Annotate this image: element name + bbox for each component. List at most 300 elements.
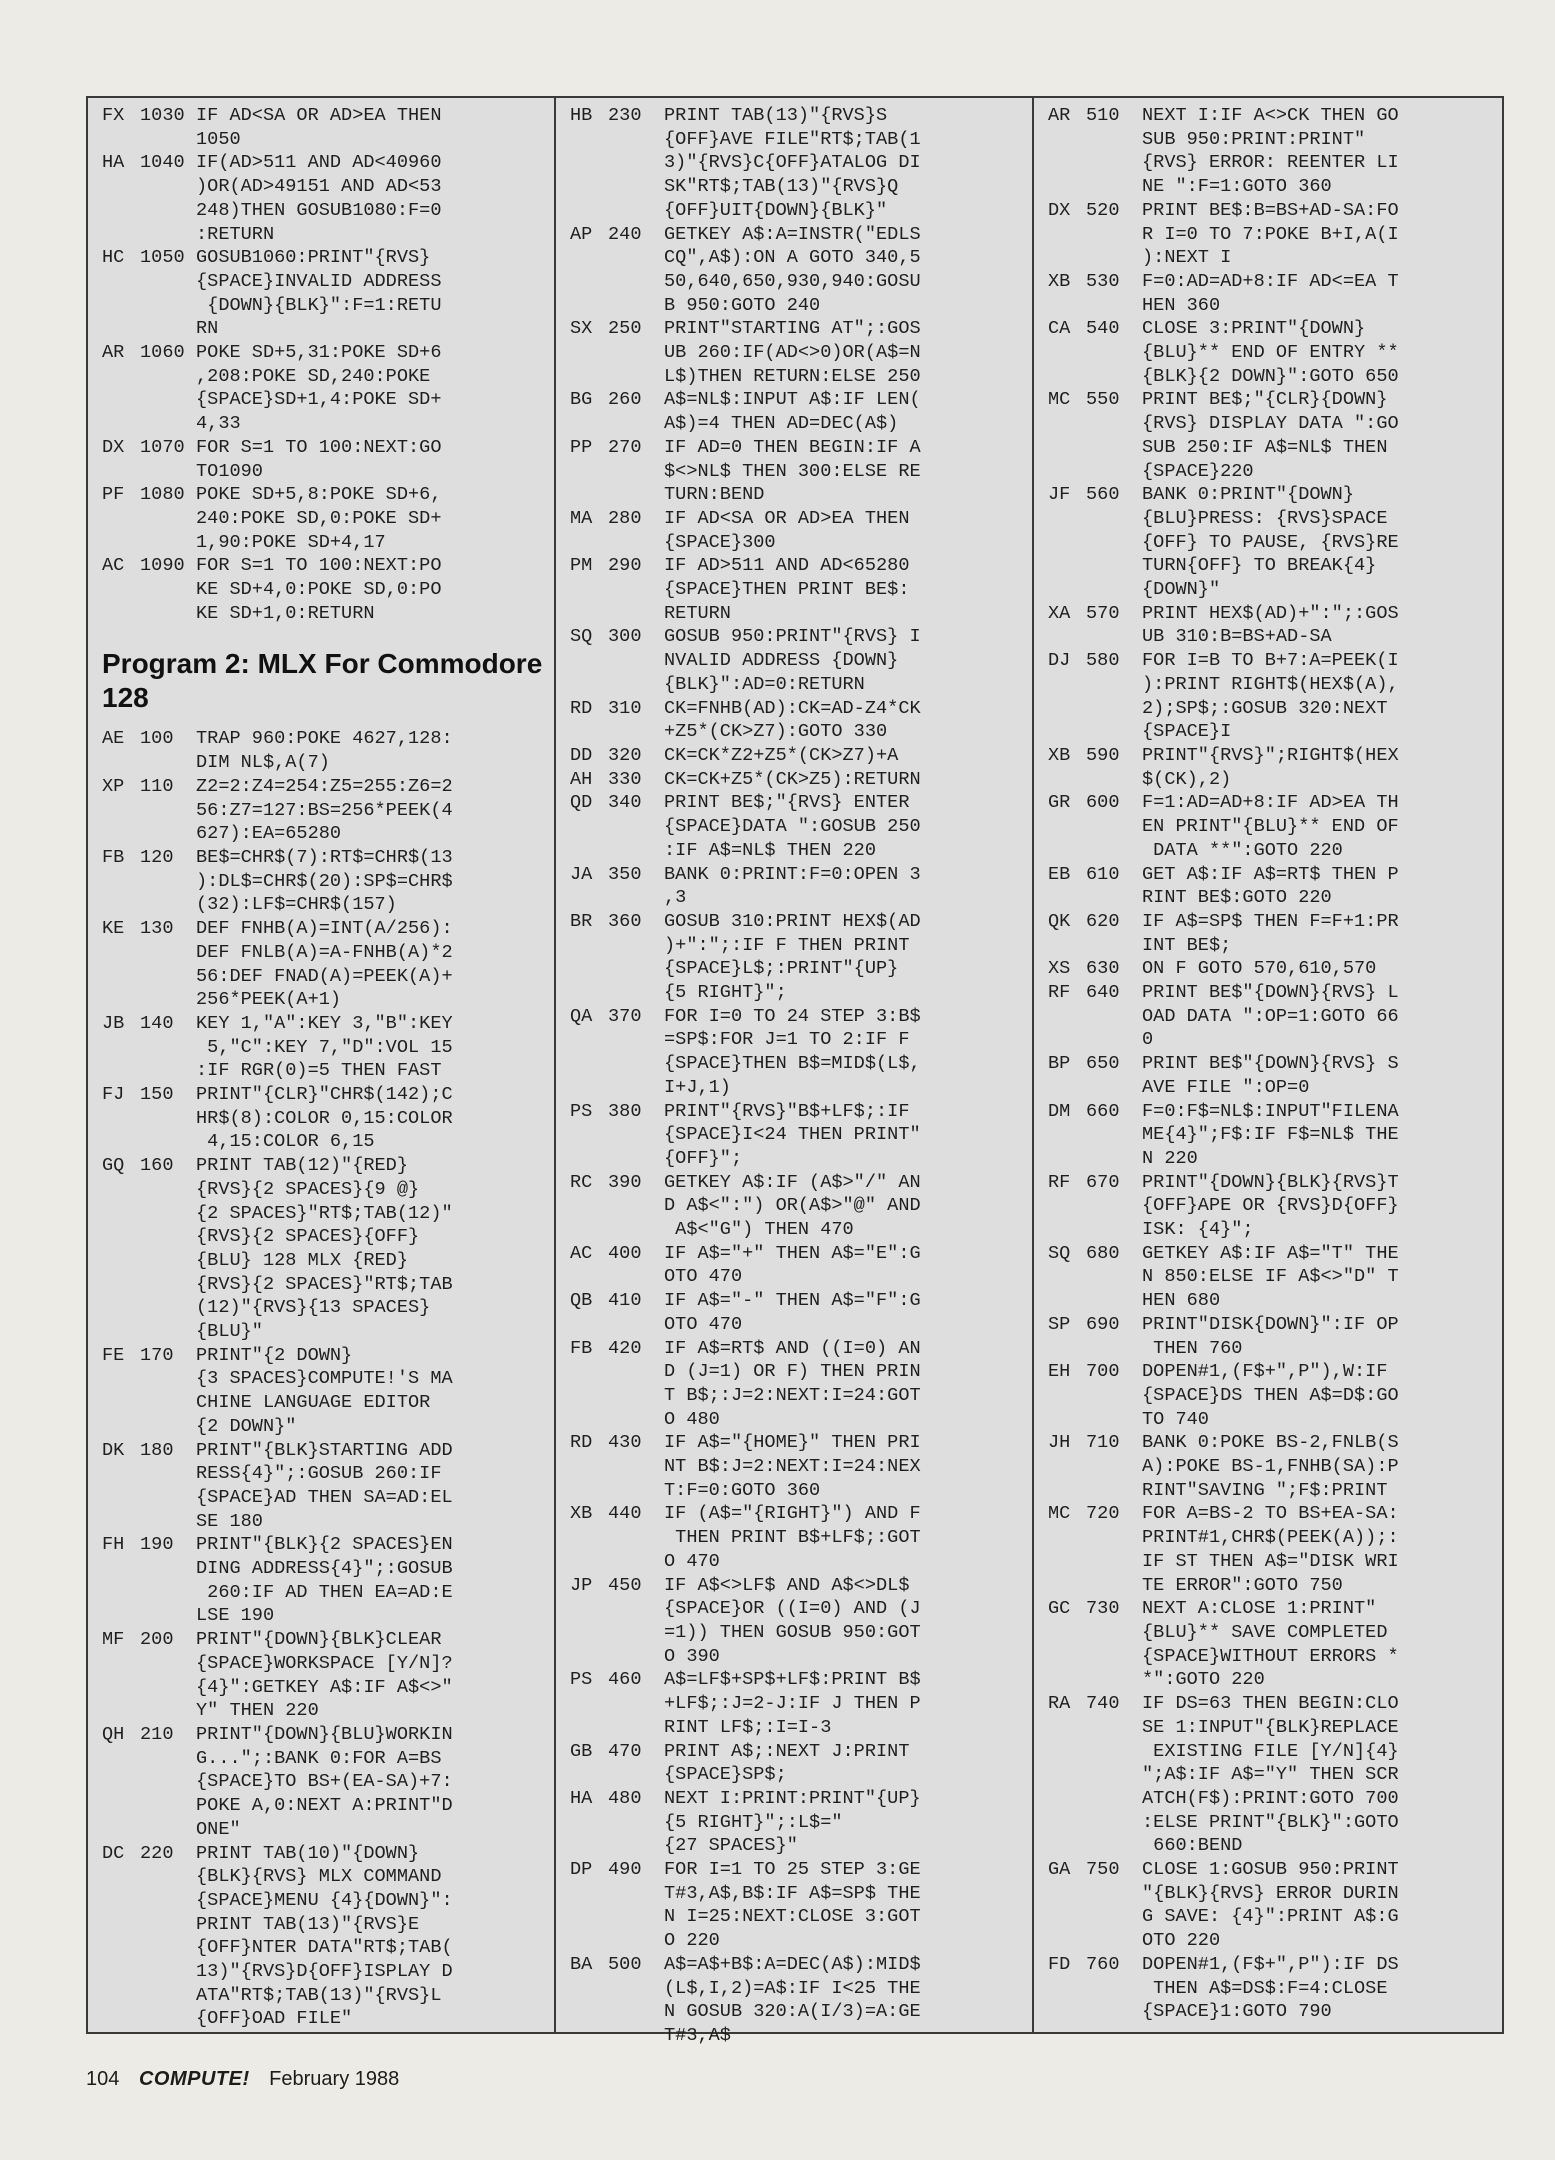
code-text: {SPACE}220 [1142,460,1254,482]
code-line [1048,1692,1498,1716]
code-text: A$=NL$:INPUT A$:IF LEN( [664,389,921,411]
code-text: F=0:F$=NL$:INPUT"FILENA [1142,1100,1399,1122]
checksum [102,1889,132,1913]
line-number [132,128,196,152]
checksum: DM [1048,1100,1071,1122]
code-line [102,1012,548,1036]
line-number [132,578,196,602]
code-line [570,720,1026,744]
code-text: Y" THEN 220 [196,1700,319,1722]
checksum: QB [570,1290,593,1312]
code-text: PRINT"DISK{DOWN}":IF OP [1142,1313,1399,1335]
checksum: EH [1048,1361,1071,1383]
code-text: 1050 [196,128,241,150]
line-number: 250 [608,318,642,340]
code-line [1048,1502,1498,1526]
checksum [102,507,132,531]
line-number [132,531,196,555]
code-text: 627):EA=65280 [196,823,342,845]
checksum: AC [570,1242,593,1264]
code-line [570,175,1026,199]
line-number [132,822,196,846]
code-text: {BLU}** SAVE COMPLETED [1142,1622,1388,1643]
code-line [1048,1858,1498,1882]
checksum [102,1818,132,1842]
line-number [1078,1550,1142,1574]
code-line [570,1526,1026,1550]
checksum [102,1510,132,1534]
checksum [570,1621,600,1645]
code-line [1048,1716,1498,1740]
code-line [1048,531,1498,555]
line-number: 350 [608,863,642,885]
code-line [102,1581,548,1605]
code-text: PRINT"STARTING AT";:GOS [664,318,921,340]
code-text: {RVS} ERROR: REENTER LI [1142,152,1399,174]
code-text: HEN 360 [1142,294,1221,316]
line-number: 230 [608,105,642,126]
code-text: PRINT TAB(10)"{DOWN} [196,1842,420,1864]
checksum: SX [570,318,593,340]
code-line [102,1557,548,1581]
line-number [132,1747,196,1771]
code-text: {3 SPACES}COMPUTE!'S MA [196,1368,453,1390]
code-line [1048,1905,1498,1929]
checksum [570,460,600,484]
checksum [1048,1526,1078,1550]
line-number: 390 [608,1171,642,1193]
line-number [132,1604,196,1628]
checksum [102,1036,132,1060]
line-number [132,893,196,917]
code-line [570,531,1026,555]
code-line [1048,1052,1498,1076]
code-line [570,1100,1026,1124]
checksum [102,1202,132,1226]
code-text: PRINT"{CLR}"CHR$(142);C [196,1084,453,1106]
code-line [102,727,548,751]
code-line [102,1936,548,1960]
code-text: :ELSE PRINT"{BLK}":GOTO [1142,1811,1399,1833]
code-line [1048,768,1498,792]
code-text: {5 RIGHT}"; [664,982,787,1004]
line-number [132,1510,196,1534]
code-text: :IF RGR(0)=5 THEN FAST [196,1060,442,1082]
checksum: QA [570,1005,593,1027]
code-text: GOSUB 310:PRINT HEX$(AD [664,910,921,932]
line-number: 500 [608,1953,642,1975]
line-number [132,388,196,412]
line-number: 610 [1086,863,1120,885]
line-number [1078,507,1142,531]
code-text: PRINT"{BLK}{2 SPACES}EN [196,1534,453,1556]
checksum: QD [570,792,593,814]
code-line [1048,1028,1498,1052]
checksum [570,2000,600,2024]
line-number: 340 [608,792,642,814]
code-text: 56:Z7=127:BS=256*PEEK(4 [196,799,453,821]
code-line [570,1194,1026,1218]
checksum [1048,1929,1078,1953]
code-text: {SPACE}AD THEN SA=AD:EL [196,1486,453,1508]
code-line [570,2000,1026,2024]
checksum [570,128,600,152]
code-line [570,649,1026,673]
checksum [570,531,600,555]
checksum [1048,1668,1078,1692]
code-line [570,744,1026,768]
checksum: DX [102,436,125,458]
checksum [1048,886,1078,910]
code-line [570,839,1026,863]
code-line [102,1960,548,1984]
line-number: 460 [608,1669,642,1691]
checksum [570,412,600,436]
code-line [102,799,548,823]
code-text: PRINT TAB(13)"{RVS}E [196,1913,420,1935]
code-line [570,554,1026,578]
code-text: OTO 470 [664,1313,743,1335]
checksum [1048,1977,1078,2001]
code-line [1048,625,1498,649]
code-line [570,1005,1026,1029]
code-line [102,1320,548,1344]
checksum: BG [570,389,593,411]
code-line [102,1818,548,1842]
code-text: ONE" [196,1818,241,1840]
checksum [570,649,600,673]
code-line [102,1225,548,1249]
checksum [1048,1123,1078,1147]
code-line [1048,791,1498,815]
checksum [570,199,600,223]
line-number [1078,294,1142,318]
code-line [570,1313,1026,1337]
checksum: RD [570,1432,593,1454]
line-number: 700 [1086,1361,1120,1383]
code-line [570,1811,1026,1835]
line-number: 260 [608,389,642,411]
code-line [102,1367,548,1391]
code-line [570,341,1026,365]
checksum: SQ [1048,1242,1071,1264]
code-line [570,1621,1026,1645]
checksum: PS [570,1100,593,1122]
line-number [1078,673,1142,697]
checksum [1048,1455,1078,1479]
line-number: 240 [608,223,642,245]
checksum: DK [102,1439,125,1461]
code-line [102,1747,548,1771]
line-number [600,1123,664,1147]
code-text: =SP$:FOR J=1 TO 2:IF F [664,1029,910,1051]
program-listing-box [86,96,1504,2046]
line-number: 150 [140,1084,174,1106]
line-number [1078,1194,1142,1218]
line-number [1078,1905,1142,1929]
code-line [570,791,1026,815]
code-line [1048,1479,1498,1503]
checksum [1048,1147,1078,1171]
code-line [1048,1123,1498,1147]
line-number: 320 [608,744,642,766]
code-text: )+":";:IF F THEN PRINT [664,934,910,956]
line-number [1078,223,1142,247]
code-line [1048,1100,1498,1124]
code-line [102,151,548,175]
line-number [600,578,664,602]
code-text: IF AD<SA OR AD>EA THEN [664,507,910,529]
code-text: {OFF}"; [664,1147,743,1169]
code-text: GETKEY A$:IF (A$>"/" AN [664,1171,921,1193]
line-number [132,1960,196,1984]
checksum [102,1652,132,1676]
checksum [570,1265,600,1289]
code-text: A$=A$+B$:A=DEC(A$):MID$ [664,1953,921,1975]
checksum [102,294,132,318]
code-line [570,317,1026,341]
line-number: 590 [1086,744,1120,766]
checksum [1048,341,1078,365]
line-number [1078,1740,1142,1764]
code-text: {BLU}PRESS: {RVS}SPACE [1142,507,1388,529]
code-text: {SPACE}TO BS+(EA-SA)+7: [196,1771,453,1793]
code-text: HR$(8):COLOR 0,15:COLOR [196,1107,453,1129]
code-text: PRINT A$;:NEXT J:PRINT [664,1740,910,1762]
line-number [132,870,196,894]
code-text: RINT LF$;:I=I-3 [664,1716,832,1738]
code-line [1048,270,1498,294]
line-number [1078,839,1142,863]
line-number [600,1692,664,1716]
checksum [570,1194,600,1218]
line-number [1078,768,1142,792]
line-number [132,1178,196,1202]
code-line [102,531,548,555]
code-text: PRINT"{2 DOWN} [196,1344,353,1366]
line-number: 620 [1086,910,1120,932]
code-text: (L$,I,2)=A$:IF I<25 THE [664,1977,921,1999]
line-number [600,1384,664,1408]
code-line [102,1842,548,1866]
line-number [132,1367,196,1391]
code-text: OTO 470 [664,1266,743,1288]
code-text: {OFF}APE OR {RVS}D{OFF} [1142,1195,1399,1217]
code-line [570,1763,1026,1787]
code-text: 1,90:POKE SD+4,17 [196,531,386,553]
code-line [102,1486,548,1510]
code-line [102,1036,548,1060]
code-line [570,815,1026,839]
line-number: 560 [1086,484,1120,506]
line-number [600,1194,664,1218]
code-line [1048,1337,1498,1361]
code-text: {BLK}{2 DOWN}":GOTO 650 [1142,365,1399,387]
code-line [102,341,548,365]
line-number: 330 [608,768,642,790]
code-text: PRINT#1,CHR$(PEEK(A));: [1142,1527,1399,1549]
code-text: SE 1:INPUT"{BLK}REPLACE [1142,1716,1399,1738]
code-line [1048,673,1498,697]
checksum [1048,697,1078,721]
code-text: A$)=4 THEN AD=DEC(A$) [664,413,899,435]
checksum [1048,460,1078,484]
code-text: IF AD<SA OR AD>EA THEN [196,105,442,126]
code-text: :IF A$=NL$ THEN 220 [664,839,877,861]
line-number: 290 [608,555,642,577]
line-number [1078,1076,1142,1100]
code-text: AVE FILE ":OP=0 [1142,1076,1310,1098]
code-line [1048,1242,1498,1266]
checksum [1048,151,1078,175]
checksum: RA [1048,1693,1071,1715]
checksum [570,1550,600,1574]
code-text: {SPACE}INVALID ADDRESS [196,270,442,292]
line-number [132,941,196,965]
code-text: +LF$;:J=2-J:IF J THEN P [664,1693,921,1715]
code-line [570,1834,1026,1858]
line-number [600,175,664,199]
code-line [1048,1147,1498,1171]
line-number [132,988,196,1012]
line-number [132,1913,196,1937]
checksum [102,388,132,412]
code-text: 0 [1142,1029,1154,1051]
code-line [102,104,548,128]
line-number [600,483,664,507]
checksum [570,1597,600,1621]
code-line [1048,151,1498,175]
code-line [1048,886,1498,910]
code-line [570,199,1026,223]
code-line [1048,388,1498,412]
code-text: EXISTING FILE [Y/N]{4} [1142,1740,1399,1762]
checksum: GQ [102,1155,125,1177]
code-text: {SPACE}OR ((I=0) AND (J [664,1598,921,1620]
checksum [102,412,132,436]
code-text: G...";:BANK 0:FOR A=BS [196,1747,442,1769]
code-text: RINT"SAVING ";F$:PRINT [1142,1479,1388,1501]
line-number [1078,815,1142,839]
checksum [570,934,600,958]
line-number: 100 [140,728,174,750]
checksum [102,751,132,775]
code-text: ON F GOTO 570,610,570 [1142,958,1377,980]
checksum [102,1794,132,1818]
code-line [102,1723,548,1747]
code-text: BANK 0:POKE BS-2,FNLB(S [1142,1432,1399,1454]
checksum [1048,839,1078,863]
checksum [1048,436,1078,460]
checksum [570,1716,600,1740]
code-text: IF A$=SP$ THEN F=F+1:PR [1142,910,1399,932]
checksum: FB [102,846,125,868]
code-text: 3)"{RVS}C{OFF}ATALOG DI [664,152,921,174]
code-text: ISK: {4}"; [1142,1219,1254,1241]
line-number: 730 [1086,1598,1120,1620]
line-number [1078,697,1142,721]
checksum [1048,175,1078,199]
checksum [570,483,600,507]
line-number: 750 [1086,1859,1120,1881]
code-line [570,578,1026,602]
checksum: CA [1048,318,1071,340]
line-number [600,720,664,744]
code-text: NEXT I:PRINT:PRINT"{UP} [664,1787,921,1809]
page-footer [86,2068,399,2091]
program-heading: Program 2: MLX For Commodore 128 [102,648,543,714]
code-line [102,1415,548,1439]
code-line [570,270,1026,294]
code-line [570,507,1026,531]
code-line [102,602,548,626]
checksum [1048,1740,1078,1764]
code-line [570,1905,1026,1929]
code-text: NEXT A:CLOSE 1:PRINT" [1142,1598,1377,1620]
line-number: 410 [608,1290,642,1312]
line-number [600,649,664,673]
checksum [102,1249,132,1273]
code-text: PRINT"{BLK}STARTING ADD [196,1439,453,1461]
line-number [1078,246,1142,270]
code-line [570,1360,1026,1384]
line-number [600,1360,664,1384]
code-line [570,697,1026,721]
line-number [600,839,664,863]
line-number [132,602,196,626]
code-text: 248)THEN GOSUB1080:F=0 [196,199,442,221]
code-line [1048,1550,1498,1574]
checksum: HB [570,105,593,126]
code-line [570,151,1026,175]
line-number [600,673,664,697]
code-line [570,673,1026,697]
checksum [1048,1716,1078,1740]
line-number [600,531,664,555]
code-line [1048,317,1498,341]
code-line [1048,815,1498,839]
line-number [600,270,664,294]
code-line [1048,697,1498,721]
line-number: 300 [608,626,642,648]
code-text: TURN{OFF} TO BREAK{4} [1142,555,1377,577]
code-line [570,246,1026,270]
checksum [1048,1621,1078,1645]
code-text: DIM NL$,A(7) [196,752,330,774]
code-line [102,1865,548,1889]
code-line [570,128,1026,152]
checksum [102,822,132,846]
code-line [1048,649,1498,673]
code-text: TURN:BEND [664,484,765,506]
code-text: ATA"RT$;TAB(13)"{RVS}L [196,1984,442,2006]
code-text: *":GOTO 220 [1142,1669,1265,1691]
code-text: {SPACE}THEN B$=MID$(L$, [664,1053,921,1075]
checksum: BR [570,910,593,932]
code-text: THEN PRINT B$+LF$;:GOT [664,1527,921,1549]
line-number: 420 [608,1337,642,1359]
line-number: 160 [140,1155,174,1177]
code-text: {BLK}{RVS} MLX COMMAND [196,1866,442,1888]
code-line [102,893,548,917]
code-text: DEF FNLB(A)=A-FNHB(A)*2 [196,941,453,963]
line-number [600,1905,664,1929]
line-number [1078,531,1142,555]
code-text: N I=25:NEXT:CLOSE 3:GOT [664,1906,921,1928]
checksum: SQ [570,626,593,648]
line-number [132,1794,196,1818]
code-text: IF AD=0 THEN BEGIN:IF A [664,436,921,458]
